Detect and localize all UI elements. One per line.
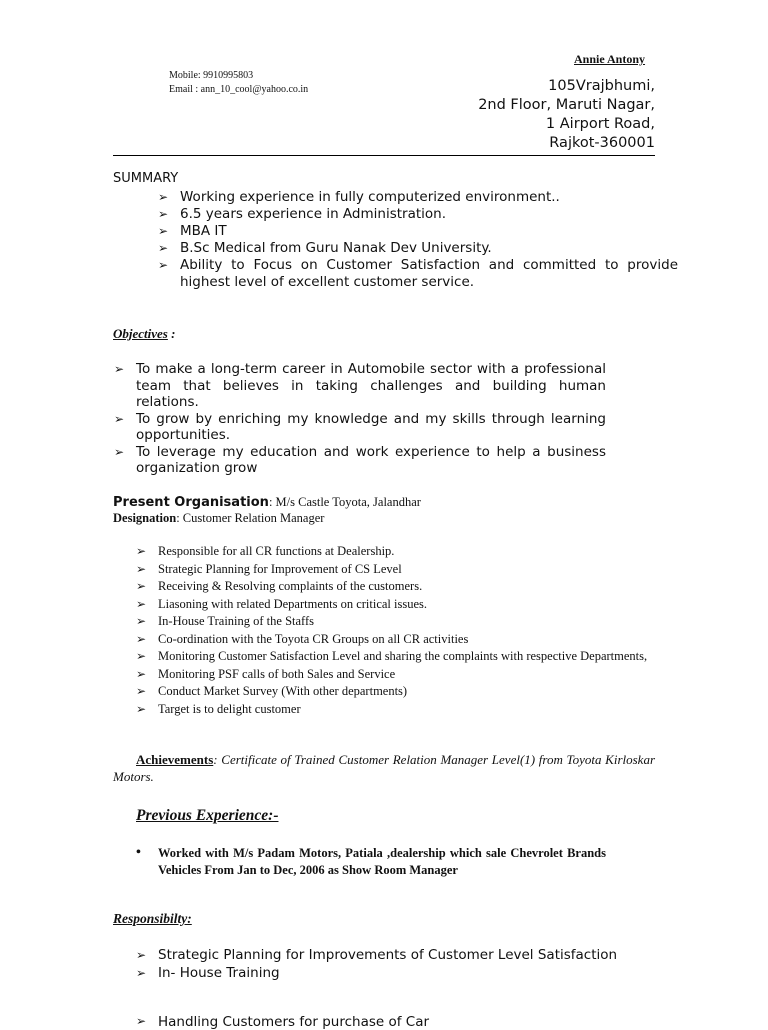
summary-item: ➢ MBA IT xyxy=(158,223,227,239)
candidate-name: Annie Antony xyxy=(574,52,646,66)
header-divider xyxy=(113,155,655,156)
responsibility-item: ➢ Strategic Planning for Improvement of CS Level xyxy=(158,561,655,579)
arrow-bullet-icon: ➢ xyxy=(136,596,147,611)
address-line: 1 Airport Road, xyxy=(545,116,655,132)
summary-title: SUMMARY xyxy=(113,171,179,186)
contact-block xyxy=(169,69,308,97)
summary-item: ➢ 6.5 years experience in Administration. xyxy=(158,206,446,222)
summary-item: ➢ B.Sc Medical from Guru Nanak Dev University. xyxy=(158,240,492,256)
arrow-bullet-icon: ➢ xyxy=(158,224,169,238)
responsibility-item: ➢ Conduct Market Survey (With other departments) xyxy=(158,683,655,701)
achievements: Achievements: Certificate of Trained Customer Relation Manager Level(1) from Toyota Kirloskar Motors. xyxy=(113,752,655,784)
objective-item: ➢ To grow by enriching my knowledge and my skills through learning opportunities. xyxy=(114,410,606,443)
responsibility-item: ➢ Co-ordination with the Toyota CR Groups on all CR activities xyxy=(158,631,655,649)
arrow-bullet-icon: ➢ xyxy=(136,649,147,663)
previous-experience-title: Previous Experience:- xyxy=(136,807,279,824)
arrow-bullet-icon: ➢ xyxy=(114,411,125,426)
arrow-bullet-icon: ➢ xyxy=(136,966,147,980)
arrow-bullet-icon: ➢ xyxy=(158,190,169,204)
arrow-bullet-icon: ➢ xyxy=(114,362,125,376)
arrow-bullet-icon: ➢ xyxy=(158,241,169,255)
objective-item: ➢ To leverage my education and work experience to help a business organization grow xyxy=(114,443,606,476)
postal-address xyxy=(478,77,655,153)
objective-item: ➢ To make a long-term career in Automobile sector with a professional team that believes in taking challenges and building human relations. xyxy=(114,361,606,410)
cut-off-line: ➢ Handling Customers for purchase of Car xyxy=(136,1014,430,1030)
previous-responsibilities-list xyxy=(136,946,638,982)
responsibility-item: ➢ Monitoring Customer Satisfaction Level and sharing the complaints with respective Departments, xyxy=(158,648,655,666)
arrow-bullet-icon: ➢ xyxy=(136,666,147,681)
responsibilities-list xyxy=(136,543,655,718)
responsibility-item: ➢ Responsible for all CR functions at Dealership. xyxy=(158,543,655,561)
email-address: Email : ann_10_cool@yahoo.co.in xyxy=(169,84,309,95)
previous-responsibility-item: ➢ In- House Training xyxy=(136,965,280,981)
arrow-bullet-icon: ➢ xyxy=(136,701,147,716)
arrow-bullet-icon: ➢ xyxy=(136,544,147,558)
mobile-number: Mobile: 9910995803 xyxy=(169,70,254,81)
arrow-bullet-icon: ➢ xyxy=(136,1014,147,1028)
arrow-bullet-icon: ➢ xyxy=(136,614,147,628)
objectives-list xyxy=(114,361,606,477)
arrow-bullet-icon: ➢ xyxy=(136,948,147,962)
arrow-bullet-icon: ➢ xyxy=(158,207,169,221)
arrow-bullet-icon: ➢ xyxy=(114,444,125,459)
address-line: 105Vrajbhumi, xyxy=(548,78,655,94)
designation: Designation: Customer Relation Manager xyxy=(113,511,325,525)
previous-experience-item: • Worked with M/s Padam Motors, Patiala ,dealership which sale Chevrolet Brands Vehicles From Jan to Dec, 2006 as Show Room Manager xyxy=(136,845,606,877)
present-organisation: Present Organisation: M/s Castle Toyota, Jalandhar xyxy=(113,495,421,510)
arrow-bullet-icon: ➢ xyxy=(136,579,147,593)
arrow-bullet-icon: ➢ xyxy=(136,561,147,576)
responsibility-item: ➢ Monitoring PSF calls of both Sales and Service xyxy=(158,666,655,684)
previous-responsibility-item: ➢ Strategic Planning for Improvements of Customer Level Satisfaction xyxy=(136,947,618,963)
dot-bullet-icon: • xyxy=(136,845,141,860)
summary-item: ➢ Ability to Focus on Customer Satisfaction and committed to provide highest level of excellent customer service. xyxy=(158,257,678,290)
responsibility-item: ➢ Liasoning with related Departments on critical issues. xyxy=(158,596,655,614)
objectives-title: Objectives : xyxy=(113,326,176,341)
summary-item: ➢ Working experience in fully computerized environment.. xyxy=(158,189,560,205)
arrow-bullet-icon: ➢ xyxy=(158,258,169,272)
responsibility-item: ➢ Target is to delight customer xyxy=(158,701,655,719)
responsibility-item: ➢ Receiving & Resolving complaints of the customers. xyxy=(158,578,655,596)
responsibility-title: Responsibilty: xyxy=(113,911,192,926)
address-line: Rajkot-360001 xyxy=(549,135,655,151)
previous-experience-list xyxy=(136,845,606,878)
arrow-bullet-icon: ➢ xyxy=(136,631,147,646)
address-line: 2nd Floor, Maruti Nagar, xyxy=(478,97,655,113)
arrow-bullet-icon: ➢ xyxy=(136,684,147,698)
responsibility-item: ➢ In-House Training of the Staffs xyxy=(158,613,655,631)
summary-list xyxy=(158,189,678,291)
